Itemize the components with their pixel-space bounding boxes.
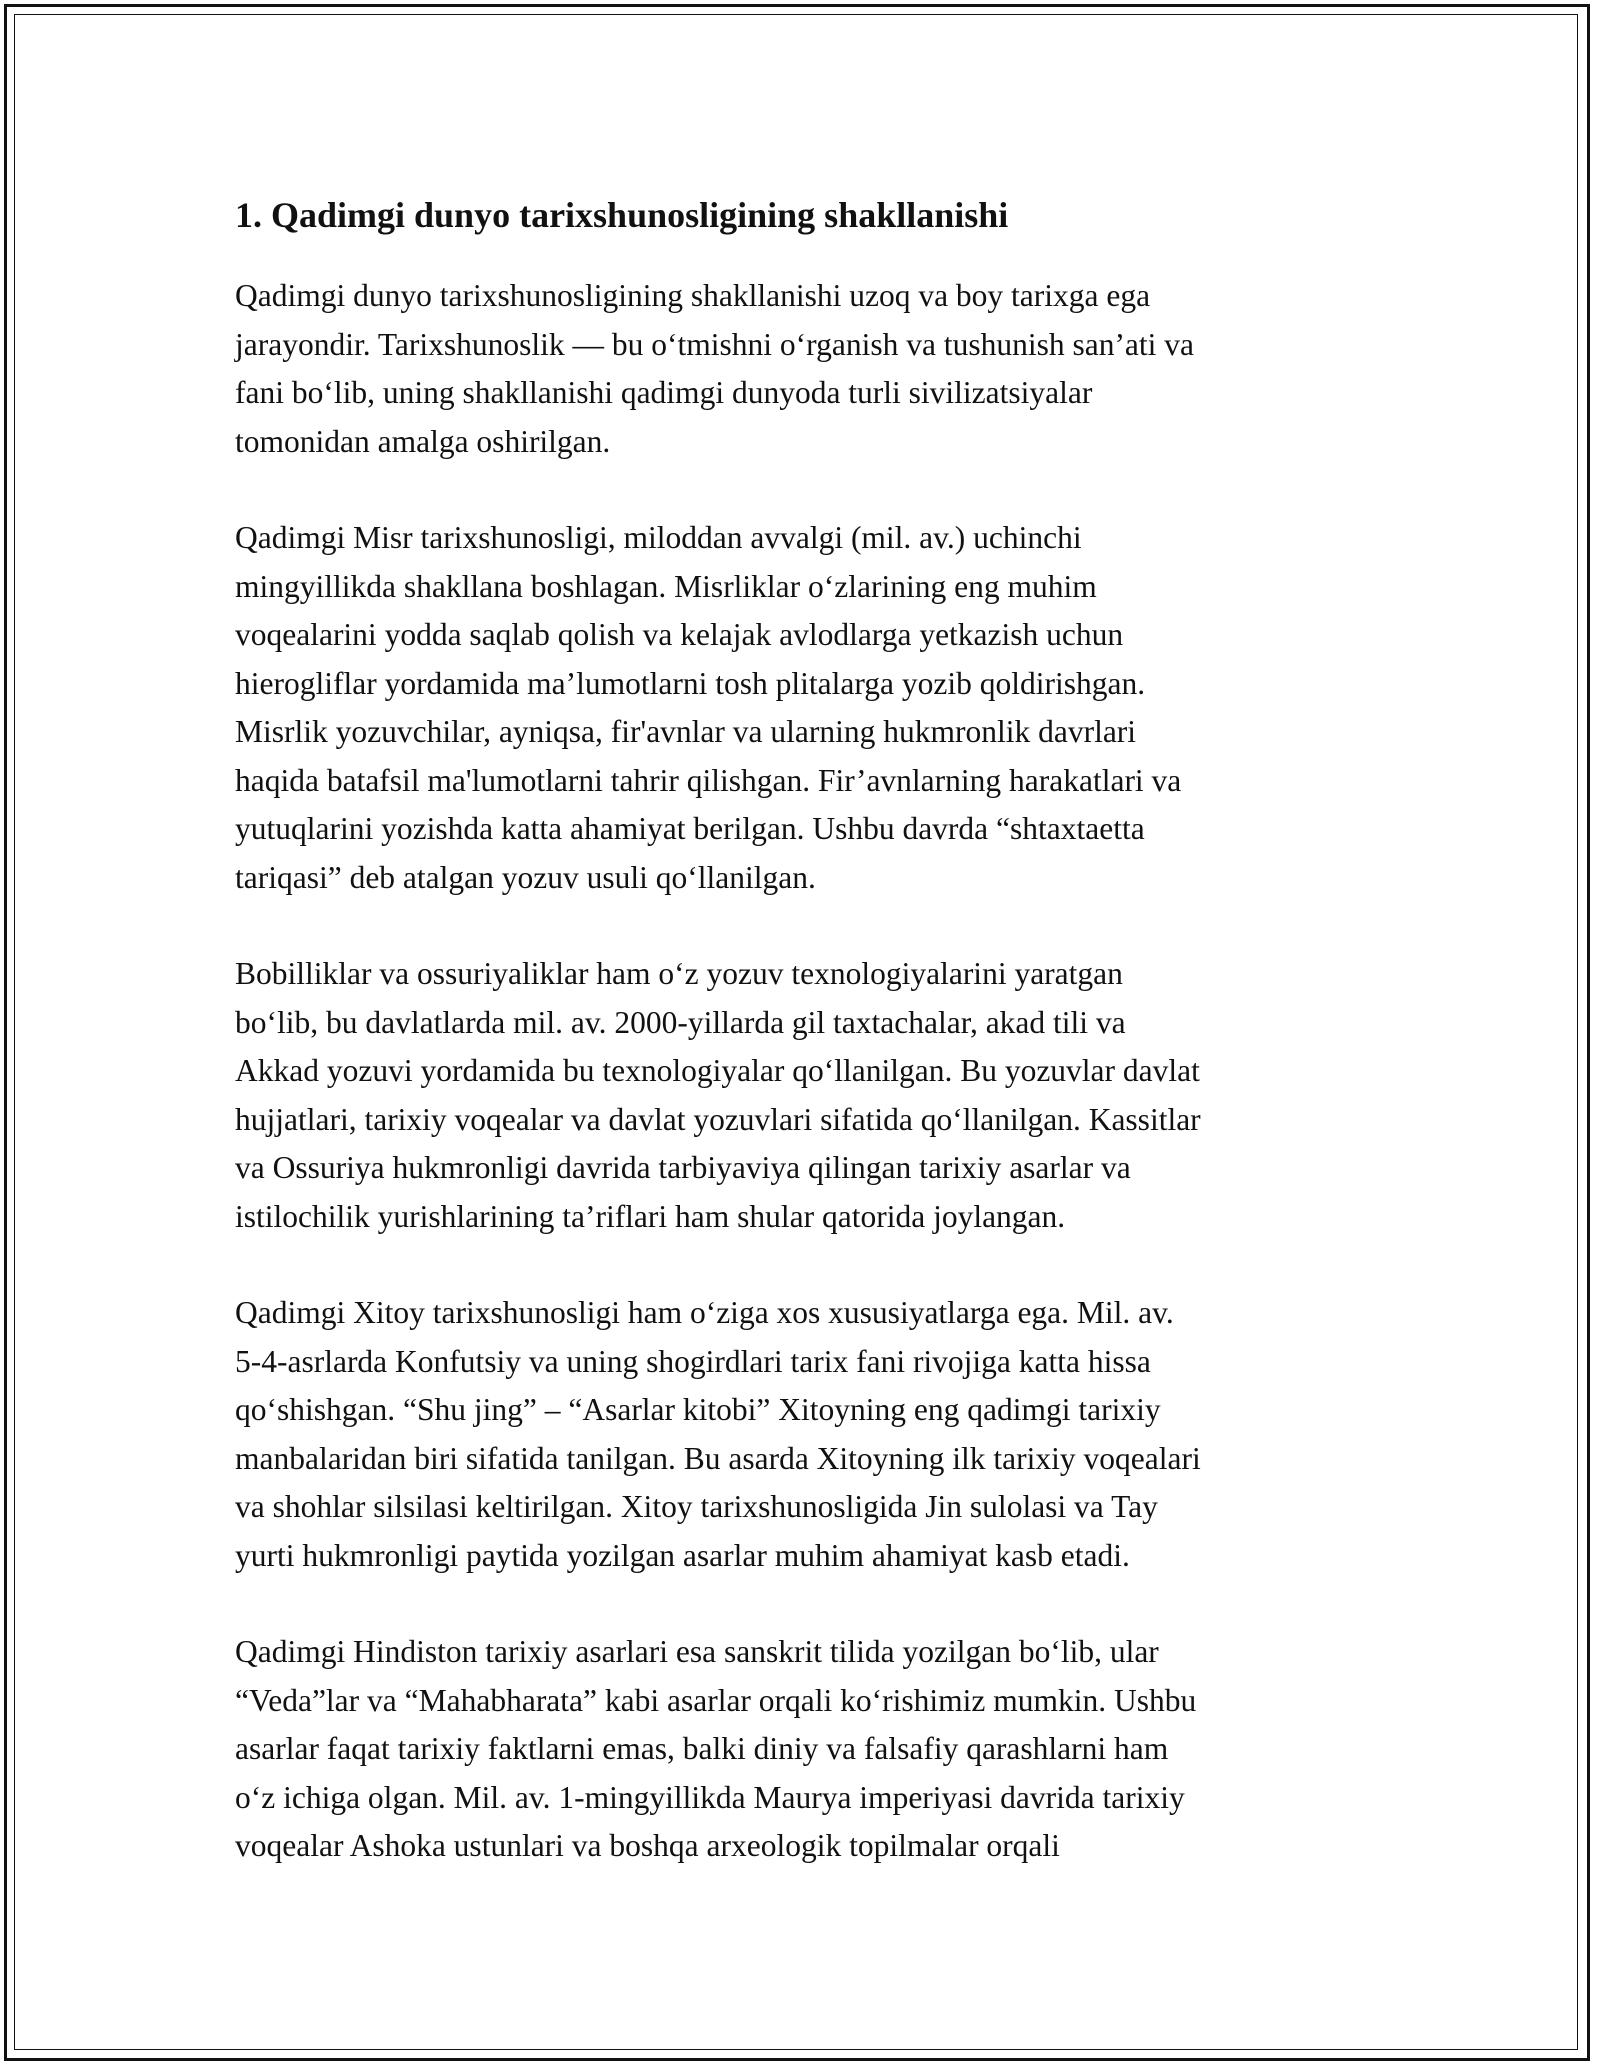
text-line: Akkad yozuvi yordamida bu texnologiyalar qoʻllanilgan. Bu yozuvlar davlat: [235, 1053, 1200, 1088]
text-line: asarlar faqat tarixiy faktlarni emas, balki diniy va falsafiy qarashlarni ham: [235, 1731, 1169, 1766]
text-line: tomonidan amalga oshirilgan.: [235, 423, 611, 459]
text-line: hujjatlari, tarixiy voqealar va davlat yozuvlari sifatida qoʻllanilgan. Kassitlar: [235, 1101, 1201, 1137]
paragraph-india: [235, 1628, 1375, 1871]
text-line: yurti hukmronligi paytida yozilgan asarlar muhim ahamiyat kasb etadi.: [235, 1537, 1130, 1573]
paragraph-babylon: [235, 950, 1375, 1241]
text-line: tariqasi” deb atalgan yozuv usuli qoʻllanilgan.: [235, 859, 816, 895]
text-line: Qadimgi Xitoy tarixshunosligi ham oʻziga xos xususiyatlarga ega. Mil. av.: [235, 1295, 1174, 1330]
paragraph-intro: [235, 272, 1375, 466]
text-line: manbalaridan biri sifatida tanilgan. Bu asarda Xitoyning ilk tarixiy voqealari: [235, 1440, 1201, 1476]
text-line: oʻz ichiga olgan. Mil. av. 1-mingyillikda Maurya imperiyasi davrida tarixiy: [235, 1779, 1185, 1815]
text-line: istilochilik yurishlarining ta’riflari ham shular qatorida joylangan.: [235, 1198, 1066, 1234]
text-line: mingyillikda shakllana boshlagan. Misrliklar oʻzlarining eng muhim: [235, 568, 1097, 604]
text-line: jarayondir. Tarixshunoslik — bu oʻtmishni oʻrganish va tushunish san’ati va: [235, 326, 1195, 362]
text-line: yutuqlarini yozishda katta ahamiyat berilgan. Ushbu davrda “shtaxtaetta: [235, 811, 1145, 846]
paragraph-china: [235, 1289, 1375, 1580]
section-heading: 1. Qadimgi dunyo tarixshunosligining shakllanishi: [235, 195, 1009, 235]
text-line: Qadimgi Hindiston tarixiy asarlari esa sanskrit tilida yozilgan boʻlib, ular: [235, 1634, 1159, 1669]
text-line: Bobilliklar va ossuriyaliklar ham oʻz yozuv texnologiyalarini yaratgan: [235, 956, 1123, 991]
text-line: qoʻshishgan. “Shu jing” – “Asarlar kitobi” Xitoyning eng qadimgi tarixiy: [235, 1392, 1161, 1427]
text-line: haqida batafsil ma'lumotlarni tahrir qilishgan. Fir’avnlarning harakatlari va: [235, 762, 1182, 798]
text-line: va Ossuriya hukmronligi davrida tarbiyaviya qilingan tarixiy asarlar va: [235, 1150, 1131, 1185]
text-line: boʻlib, bu davlatlarda mil. av. 2000-yillarda gil taxtachalar, akad tili va: [235, 1004, 1126, 1040]
text-line: hierogliflar yordamida ma’lumotlarni tosh plitalarga yozib qoldirishgan.: [235, 665, 1146, 701]
text-line: Misrlik yozuvchilar, ayniqsa, fir'avnlar va ularning hukmronlik davrlari: [235, 714, 1137, 749]
paragraph-egypt: [235, 514, 1375, 902]
text-line: voqealarini yodda saqlab qolish va kelajak avlodlarga yetkazish uchun: [235, 617, 1124, 652]
text-line: 5-4-asrlarda Konfutsiy va uning shogirdlari tarix fani rivojiga katta hissa: [235, 1343, 1151, 1379]
text-line: Qadimgi Misr tarixshunosligi, miloddan avvalgi (mil. av.) uchinchi: [235, 520, 1082, 555]
document-body: [235, 188, 1375, 1919]
text-line: “Veda”lar va “Mahabharata” kabi asarlar orqali koʻrishimiz mumkin. Ushbu: [235, 1682, 1197, 1718]
text-line: Qadimgi dunyo tarixshunosligining shakllanishi uzoq va boy tarixga ega: [235, 278, 1151, 313]
text-line: fani boʻlib, uning shakllanishi qadimgi dunyoda turli sivilizatsiyalar: [235, 375, 1093, 410]
text-line: va shohlar silsilasi keltirilgan. Xitoy tarixshunosligida Jin sulolasi va Tay: [235, 1489, 1158, 1524]
text-line: voqealar Ashoka ustunlari va boshqa arxeologik topilmalar orqali: [235, 1828, 1060, 1863]
